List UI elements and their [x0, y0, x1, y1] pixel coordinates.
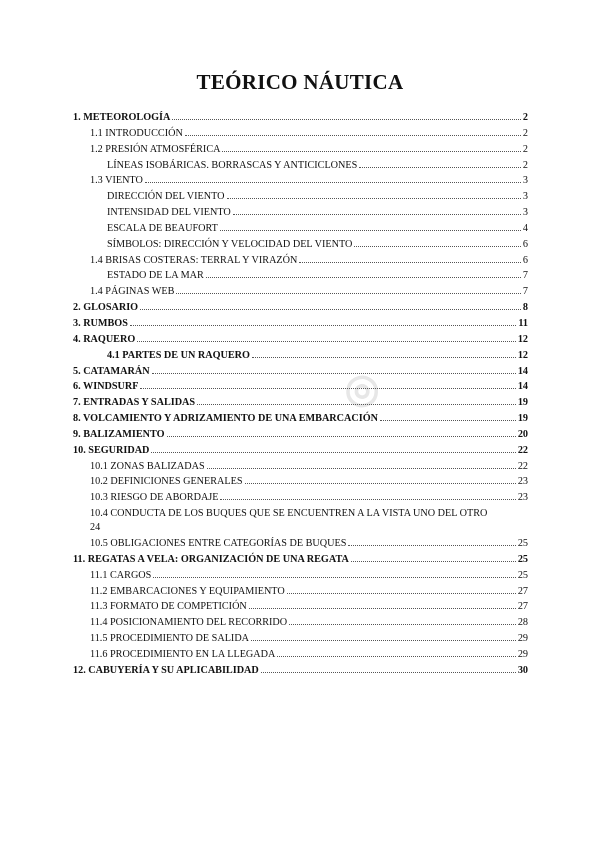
- toc-entry-page: 23: [517, 492, 528, 504]
- toc-entry-label: 11.2 EMBARCACIONES Y EQUIPAMIENTO: [90, 585, 285, 597]
- toc-entry-page: 6: [522, 238, 528, 250]
- toc-entry-page: 23: [517, 476, 528, 488]
- toc-entry-label: 8. VOLCAMIENTO Y ADRIZAMIENTO DE UNA EMBARCACIÓN: [73, 413, 378, 425]
- toc-entry-page: 30: [517, 664, 528, 676]
- toc-entry[interactable]: [73, 395, 528, 411]
- toc-entry[interactable]: [73, 205, 528, 221]
- toc-entry-label: 11.6 PROCEDIMIENTO EN LA LLEGADA: [90, 649, 276, 660]
- dot-leader: [359, 167, 521, 168]
- toc-entry[interactable]: [73, 615, 528, 631]
- dot-leader: [233, 214, 521, 215]
- toc-entry-label: 10.1 ZONAS BALIZADAS: [90, 460, 205, 472]
- toc-entry-page: 25: [517, 553, 528, 565]
- toc-entry-label: 10.3 RIESGO DE ABORDAJE: [90, 492, 219, 504]
- toc-entry[interactable]: [73, 599, 528, 615]
- toc-entry[interactable]: [73, 126, 528, 142]
- toc-entry-page: 14: [517, 381, 528, 393]
- dot-leader: [153, 577, 515, 578]
- toc-entry[interactable]: [73, 110, 528, 126]
- toc-entry[interactable]: [73, 158, 528, 174]
- toc-entry[interactable]: [73, 506, 528, 536]
- toc-entry[interactable]: [73, 253, 528, 269]
- dot-leader: [351, 561, 516, 562]
- toc-entry-page: 6: [522, 254, 528, 266]
- dot-leader: [206, 277, 521, 278]
- toc-entry-page: 3: [522, 191, 528, 203]
- toc-entry[interactable]: [73, 490, 528, 506]
- dot-leader: [299, 262, 521, 263]
- toc-entry-label: 11.4 POSICIONAMIENTO DEL RECORRIDO: [90, 617, 288, 629]
- toc-entry-label: ESTADO DE LA MAR: [107, 270, 204, 282]
- toc-entry[interactable]: [73, 332, 528, 348]
- toc-entry[interactable]: [73, 568, 528, 584]
- toc-entry-label: 10.5 OBLIGACIONES ENTRE CATEGORÍAS DE BUQUES: [90, 538, 347, 550]
- dot-leader: [261, 672, 516, 673]
- toc-entry-page: 27: [517, 601, 528, 613]
- toc-entry-page: 8: [522, 302, 528, 314]
- toc-entry-page: 7: [522, 286, 528, 298]
- toc-entry[interactable]: [73, 443, 528, 459]
- toc-entry[interactable]: [73, 474, 528, 490]
- dot-leader: [245, 483, 516, 484]
- toc-entry-page: 12: [517, 349, 528, 361]
- dot-leader: [152, 373, 516, 374]
- dot-leader: [222, 151, 520, 152]
- toc-entry[interactable]: [73, 427, 528, 443]
- toc-entry[interactable]: [73, 300, 528, 316]
- toc-entry[interactable]: [73, 459, 528, 475]
- toc-entry-label: 9. BALIZAMIENTO: [73, 428, 165, 440]
- dot-leader: [220, 499, 515, 500]
- toc-entry[interactable]: [73, 284, 528, 300]
- toc-entry-page: 2: [522, 143, 528, 155]
- toc-entry-label: SÍMBOLOS: DIRECCIÓN Y VELOCIDAD DEL VIENTO: [107, 238, 353, 250]
- toc-entry-label: ESCALA DE BEAUFORT: [107, 222, 218, 234]
- toc-entry-label: 1.4 PÁGINAS WEB: [90, 286, 175, 298]
- dot-leader: [277, 656, 515, 657]
- toc-entry-label: INTENSIDAD DEL VIENTO: [107, 207, 231, 219]
- toc-entry-label: 4. RAQUERO: [73, 333, 136, 345]
- dot-leader: [354, 246, 521, 247]
- toc-entry-page: 24: [90, 522, 101, 534]
- dot-leader: [252, 357, 516, 358]
- toc-entry[interactable]: [73, 316, 528, 332]
- dot-leader: [380, 420, 516, 421]
- toc-entry-label: 11.3 FORMATO DE COMPETICIÓN: [90, 601, 247, 613]
- toc-entry[interactable]: [73, 173, 528, 189]
- dot-leader: [289, 624, 516, 625]
- toc-entry-page: 25: [517, 569, 528, 581]
- toc-entry[interactable]: [73, 268, 528, 284]
- toc-entry-label: 5. CATAMARÁN: [73, 365, 150, 377]
- toc-entry-label: 1.1 INTRODUCCIÓN: [90, 127, 183, 139]
- toc-entry-page: 22: [517, 460, 528, 472]
- dot-leader: [140, 388, 515, 389]
- toc-entry-page: 2: [522, 159, 528, 171]
- toc-entry-page: 12: [517, 333, 528, 345]
- toc-entry-label: 11. REGATAS A VELA: ORGANIZACIÓN DE UNA REGATA: [73, 553, 349, 565]
- toc-entry-page: 7: [522, 270, 528, 282]
- dot-leader: [185, 135, 521, 136]
- watermark: ◎: [331, 363, 389, 417]
- toc-entry-page: 29: [517, 633, 528, 645]
- dot-leader: [348, 545, 515, 546]
- dot-leader: [167, 436, 516, 437]
- toc-entry[interactable]: [73, 237, 528, 253]
- toc-entry[interactable]: [73, 379, 528, 395]
- dot-leader: [137, 341, 516, 342]
- dot-leader: [151, 452, 515, 453]
- toc-entry[interactable]: [73, 663, 528, 679]
- dot-leader: [197, 404, 516, 405]
- dot-leader: [207, 468, 516, 469]
- toc-entry[interactable]: [73, 364, 528, 380]
- toc-entry[interactable]: [73, 584, 528, 600]
- toc-entry[interactable]: [73, 221, 528, 237]
- toc-entry[interactable]: [73, 552, 528, 568]
- toc-entry[interactable]: [73, 631, 528, 647]
- toc-entry-label: 6. WINDSURF: [73, 381, 139, 393]
- toc-entry-page: 3: [522, 175, 528, 187]
- dot-leader: [220, 230, 521, 231]
- toc-entry[interactable]: [73, 142, 528, 158]
- toc-entry-label: 2. GLOSARIO: [73, 302, 139, 314]
- toc-entry-label: 1.4 BRISAS COSTERAS: TERRAL Y VIRAZÓN: [90, 254, 298, 266]
- toc-entry-page: 29: [517, 649, 528, 660]
- table-of-contents: [73, 110, 528, 679]
- toc-entry-page: 28: [517, 617, 528, 629]
- toc-entry[interactable]: [73, 411, 528, 427]
- toc-entry-page: 2: [522, 127, 528, 139]
- toc-entry[interactable]: [73, 348, 528, 364]
- dot-leader: [249, 608, 516, 609]
- toc-entry-page: 19: [517, 413, 528, 425]
- document-title: TEÓRICO NÁUTICA: [196, 70, 404, 94]
- toc-entry-label: 1. METEOROLOGÍA: [73, 112, 171, 123]
- toc-entry-page: 25: [517, 538, 528, 550]
- toc-entry-label: 10.4 CONDUCTA DE LOS BUQUES QUE SE ENCUENTREN A LA VISTA UNO DEL OTRO: [90, 508, 488, 520]
- toc-entry-label: LÍNEAS ISOBÁRICAS. BORRASCAS Y ANTICICLONES: [107, 159, 358, 171]
- toc-entry-label: 10. SEGURIDAD: [73, 444, 150, 456]
- toc-entry-label: 1.2 PRESIÓN ATMOSFÉRICA: [90, 143, 221, 155]
- toc-entry-page: 19: [517, 397, 528, 409]
- toc-entry-page: 14: [517, 365, 528, 377]
- dot-leader: [172, 119, 521, 120]
- toc-entry-page: 27: [517, 585, 528, 597]
- dot-leader: [145, 182, 521, 183]
- toc-entry-page: 3: [522, 207, 528, 219]
- toc-entry-page: 11: [518, 317, 528, 329]
- toc-entry-label: 10.2 DEFINICIONES GENERALES: [90, 476, 243, 488]
- toc-entry-page: 4: [522, 222, 528, 234]
- toc-entry[interactable]: [73, 647, 528, 663]
- toc-entry-page: 20: [517, 428, 528, 440]
- dot-leader: [287, 593, 516, 594]
- toc-entry-label: 3. RUMBOS: [73, 317, 128, 329]
- dot-leader: [130, 325, 516, 326]
- toc-entry-label: 11.5 PROCEDIMIENTO DE SALIDA: [90, 633, 250, 645]
- toc-entry-label: 11.1 CARGOS: [90, 569, 152, 581]
- toc-entry-label: 7. ENTRADAS Y SALIDAS: [73, 397, 196, 409]
- toc-entry-label: 4.1 PARTES DE UN RAQUERO: [107, 349, 250, 361]
- toc-entry[interactable]: [73, 536, 528, 552]
- dot-leader: [140, 309, 521, 310]
- toc-entry-page: 2: [522, 112, 528, 123]
- toc-entry-label: 1.3 VIENTO: [90, 175, 143, 187]
- toc-entry-label: 12. CABUYERÍA Y SU APLICABILIDAD: [73, 664, 259, 676]
- toc-entry[interactable]: [73, 189, 528, 205]
- dot-leader: [251, 640, 516, 641]
- dot-leader: [176, 293, 520, 294]
- toc-entry-page: 22: [517, 444, 528, 456]
- toc-entry-label: DIRECCIÓN DEL VIENTO: [107, 191, 225, 203]
- dot-leader: [227, 198, 521, 199]
